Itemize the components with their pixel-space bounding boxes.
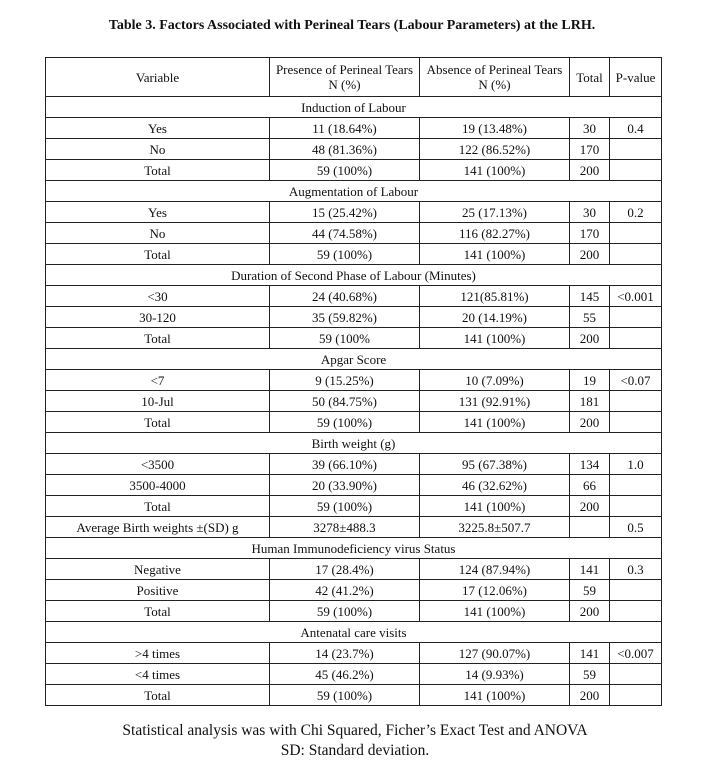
data-table bbox=[45, 57, 662, 706]
cell-presence: 59 (100%) bbox=[270, 160, 420, 181]
cell-absence: 122 (86.52%) bbox=[420, 139, 570, 160]
table-row bbox=[46, 160, 662, 181]
cell-pvalue bbox=[610, 685, 662, 706]
cell-pvalue bbox=[610, 307, 662, 328]
table-row bbox=[46, 517, 662, 538]
cell-variable: Total bbox=[46, 160, 270, 181]
table-row bbox=[46, 664, 662, 685]
table-row bbox=[46, 118, 662, 139]
cell-variable: Negative bbox=[46, 559, 270, 580]
cell-absence: 116 (82.27%) bbox=[420, 223, 570, 244]
cell-absence: 141 (100%) bbox=[420, 412, 570, 433]
cell-total: 200 bbox=[570, 328, 610, 349]
cell-absence: 127 (90.07%) bbox=[420, 643, 570, 664]
cell-absence: 141 (100%) bbox=[420, 244, 570, 265]
cell-variable: Total bbox=[46, 685, 270, 706]
cell-presence: 45 (46.2%) bbox=[270, 664, 420, 685]
table-row bbox=[46, 370, 662, 391]
cell-variable: <3500 bbox=[46, 454, 270, 475]
cell-absence: 95 (67.38%) bbox=[420, 454, 570, 475]
cell-pvalue bbox=[610, 160, 662, 181]
cell-variable: Total bbox=[46, 496, 270, 517]
cell-pvalue bbox=[610, 580, 662, 601]
table-row bbox=[46, 202, 662, 223]
cell-pvalue bbox=[610, 475, 662, 496]
cell-pvalue: <0.007 bbox=[610, 643, 662, 664]
table-row bbox=[46, 244, 662, 265]
cell-absence: 141 (100%) bbox=[420, 160, 570, 181]
cell-absence: 19 (13.48%) bbox=[420, 118, 570, 139]
cell-absence: 141 (100%) bbox=[420, 328, 570, 349]
cell-pvalue: 0.3 bbox=[610, 559, 662, 580]
cell-presence: 39 (66.10%) bbox=[270, 454, 420, 475]
cell-total: 170 bbox=[570, 223, 610, 244]
cell-pvalue: <0.07 bbox=[610, 370, 662, 391]
cell-pvalue: 0.5 bbox=[610, 517, 662, 538]
table-row bbox=[46, 559, 662, 580]
table-row bbox=[46, 139, 662, 160]
cell-absence: 25 (17.13%) bbox=[420, 202, 570, 223]
cell-absence: 141 (100%) bbox=[420, 685, 570, 706]
section-header-row bbox=[46, 265, 662, 286]
cell-total: 141 bbox=[570, 643, 610, 664]
cell-pvalue bbox=[610, 223, 662, 244]
cell-presence: 59 (100%) bbox=[270, 412, 420, 433]
table-row bbox=[46, 601, 662, 622]
cell-presence: 35 (59.82%) bbox=[270, 307, 420, 328]
cell-variable: No bbox=[46, 223, 270, 244]
cell-variable: Average Birth weights ±(SD) g bbox=[46, 517, 270, 538]
cell-variable: Total bbox=[46, 412, 270, 433]
cell-absence: 20 (14.19%) bbox=[420, 307, 570, 328]
cell-presence: 59 (100%) bbox=[270, 496, 420, 517]
cell-absence: 141 (100%) bbox=[420, 601, 570, 622]
cell-absence: 10 (7.09%) bbox=[420, 370, 570, 391]
cell-presence: 17 (28.4%) bbox=[270, 559, 420, 580]
section-title: Induction of Labour bbox=[46, 97, 662, 118]
section-header-row bbox=[46, 181, 662, 202]
cell-total: 59 bbox=[570, 664, 610, 685]
cell-pvalue bbox=[610, 664, 662, 685]
cell-pvalue bbox=[610, 328, 662, 349]
cell-pvalue: 0.2 bbox=[610, 202, 662, 223]
cell-variable: Total bbox=[46, 328, 270, 349]
cell-total bbox=[570, 517, 610, 538]
cell-presence: 59 (100% bbox=[270, 328, 420, 349]
cell-variable: <7 bbox=[46, 370, 270, 391]
cell-total: 30 bbox=[570, 118, 610, 139]
cell-presence: 42 (41.2%) bbox=[270, 580, 420, 601]
cell-presence: 20 (33.90%) bbox=[270, 475, 420, 496]
cell-presence: 14 (23.7%) bbox=[270, 643, 420, 664]
cell-presence: 15 (25.42%) bbox=[270, 202, 420, 223]
cell-total: 145 bbox=[570, 286, 610, 307]
table-row bbox=[46, 475, 662, 496]
cell-absence: 46 (32.62%) bbox=[420, 475, 570, 496]
cell-variable: Total bbox=[46, 244, 270, 265]
table-row bbox=[46, 391, 662, 412]
cell-total: 55 bbox=[570, 307, 610, 328]
cell-presence: 3278±488.3 bbox=[270, 517, 420, 538]
section-header-row bbox=[46, 622, 662, 643]
cell-variable: No bbox=[46, 139, 270, 160]
header-row bbox=[46, 58, 662, 97]
table-row bbox=[46, 412, 662, 433]
footer-note-stats: Statistical analysis was with Chi Squared, Ficher’s Exact Test and ANOVA bbox=[122, 722, 588, 739]
cell-variable: Yes bbox=[46, 202, 270, 223]
cell-presence: 44 (74.58%) bbox=[270, 223, 420, 244]
cell-pvalue: 1.0 bbox=[610, 454, 662, 475]
cell-pvalue: <0.001 bbox=[610, 286, 662, 307]
cell-variable: 3500-4000 bbox=[46, 475, 270, 496]
cell-absence: 14 (9.93%) bbox=[420, 664, 570, 685]
cell-total: 59 bbox=[570, 580, 610, 601]
cell-presence: 24 (40.68%) bbox=[270, 286, 420, 307]
cell-absence: 121(85.81%) bbox=[420, 286, 570, 307]
section-title: Apgar Score bbox=[46, 349, 662, 370]
cell-presence: 59 (100%) bbox=[270, 601, 420, 622]
section-header-row bbox=[46, 97, 662, 118]
cell-presence: 50 (84.75%) bbox=[270, 391, 420, 412]
cell-pvalue bbox=[610, 496, 662, 517]
cell-total: 200 bbox=[570, 244, 610, 265]
cell-presence: 59 (100%) bbox=[270, 244, 420, 265]
cell-pvalue bbox=[610, 391, 662, 412]
table-row bbox=[46, 328, 662, 349]
section-title: Duration of Second Phase of Labour (Minutes) bbox=[46, 265, 662, 286]
cell-variable: 30-120 bbox=[46, 307, 270, 328]
section-title: Antenatal care visits bbox=[46, 622, 662, 643]
section-header-row bbox=[46, 349, 662, 370]
cell-pvalue bbox=[610, 139, 662, 160]
cell-total: 19 bbox=[570, 370, 610, 391]
table-footer bbox=[0, 721, 704, 761]
footer-note-sd: SD: Standard deviation. bbox=[280, 742, 430, 759]
cell-absence: 141 (100%) bbox=[420, 496, 570, 517]
cell-pvalue bbox=[610, 244, 662, 265]
cell-total: 200 bbox=[570, 496, 610, 517]
header-absence: Absence of Perineal Tears N (%) bbox=[420, 58, 570, 97]
cell-presence: 59 (100%) bbox=[270, 685, 420, 706]
cell-variable: Yes bbox=[46, 118, 270, 139]
cell-total: 66 bbox=[570, 475, 610, 496]
table-row bbox=[46, 580, 662, 601]
cell-variable: 10-Jul bbox=[46, 391, 270, 412]
cell-absence: 131 (92.91%) bbox=[420, 391, 570, 412]
cell-pvalue bbox=[610, 601, 662, 622]
table-row bbox=[46, 307, 662, 328]
section-title: Human Immunodeficiency virus Status bbox=[46, 538, 662, 559]
section-header-row bbox=[46, 538, 662, 559]
table-row bbox=[46, 643, 662, 664]
table-row bbox=[46, 286, 662, 307]
table-row bbox=[46, 496, 662, 517]
cell-variable: Total bbox=[46, 601, 270, 622]
cell-absence: 124 (87.94%) bbox=[420, 559, 570, 580]
cell-pvalue: 0.4 bbox=[610, 118, 662, 139]
cell-absence: 17 (12.06%) bbox=[420, 580, 570, 601]
cell-variable: >4 times bbox=[46, 643, 270, 664]
header-variable: Variable bbox=[46, 58, 270, 97]
header-pvalue: P-value bbox=[610, 58, 662, 97]
section-header-row bbox=[46, 433, 662, 454]
cell-presence: 48 (81.36%) bbox=[270, 139, 420, 160]
cell-total: 200 bbox=[570, 685, 610, 706]
header-presence: Presence of Perineal Tears N (%) bbox=[270, 58, 420, 97]
header-total: Total bbox=[570, 58, 610, 97]
table-row bbox=[46, 454, 662, 475]
cell-total: 134 bbox=[570, 454, 610, 475]
cell-total: 181 bbox=[570, 391, 610, 412]
cell-presence: 9 (15.25%) bbox=[270, 370, 420, 391]
cell-variable: <4 times bbox=[46, 664, 270, 685]
table-body bbox=[46, 97, 662, 706]
cell-total: 200 bbox=[570, 160, 610, 181]
cell-total: 170 bbox=[570, 139, 610, 160]
cell-presence: 11 (18.64%) bbox=[270, 118, 420, 139]
table-row bbox=[46, 685, 662, 706]
cell-total: 141 bbox=[570, 559, 610, 580]
cell-total: 30 bbox=[570, 202, 610, 223]
cell-total: 200 bbox=[570, 412, 610, 433]
section-title: Augmentation of Labour bbox=[46, 181, 662, 202]
cell-absence: 3225.8±507.7 bbox=[420, 517, 570, 538]
table-row bbox=[46, 223, 662, 244]
section-title: Birth weight (g) bbox=[46, 433, 662, 454]
table-title: Table 3. Factors Associated with Perineal Tears (Labour Parameters) at the LRH. bbox=[108, 18, 596, 33]
cell-variable: <30 bbox=[46, 286, 270, 307]
cell-total: 200 bbox=[570, 601, 610, 622]
cell-variable: Positive bbox=[46, 580, 270, 601]
cell-pvalue bbox=[610, 412, 662, 433]
